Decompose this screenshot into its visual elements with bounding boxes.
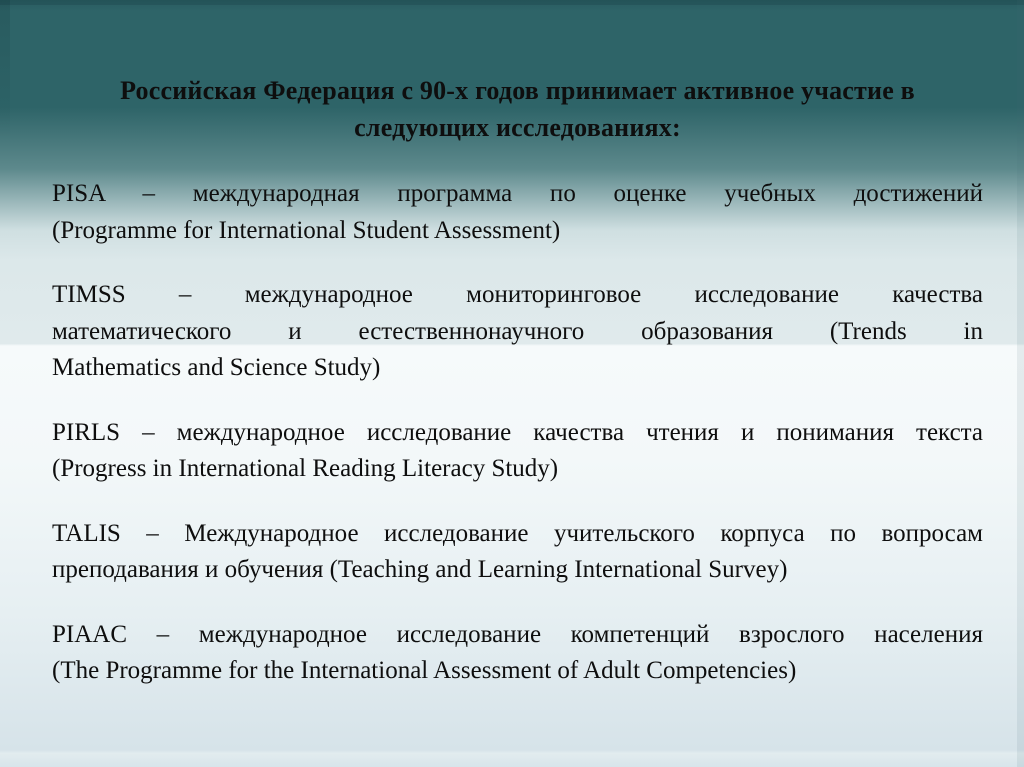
slide-title-line-2: следующих исследованиях: <box>354 113 681 142</box>
paragraph-pirls-line-2: (Progress in International Reading Literacy Study) <box>52 455 559 482</box>
paragraph-timss <box>52 277 983 387</box>
paragraph-timss-line-3: Mathematics and Science Study) <box>52 354 381 381</box>
paragraph-talis-line-2: преподавания и обучения (Teaching and Learning International Survey) <box>52 556 788 583</box>
paragraph-pirls-line-1: PIRLS – международное исследование качества чтения и понимания текста <box>52 418 983 446</box>
paragraph-timss-line-1: TIMSS – международное мониторинговое исследование качества <box>52 281 983 308</box>
paragraph-piaac-line-1: PIAAC – международное исследование компетенций взрослого населения <box>52 620 983 648</box>
slide-title-line-1: Российская Федерация с 90-х годов принимает активное участие в <box>120 76 915 105</box>
paragraph-piaac <box>52 617 983 690</box>
slide-title <box>52 72 983 146</box>
paragraph-timss-line-2: математического и естественнонаучного образования (Trends in <box>52 317 983 345</box>
paragraph-pirls <box>52 415 983 488</box>
paragraph-talis <box>52 516 983 589</box>
paragraph-pisa-line-2: (Programme for International Student Assessment) <box>52 216 561 244</box>
slide-right-edge <box>1017 0 1024 767</box>
paragraph-piaac-line-2: (The Programme for the International Assessment of Adult Competencies) <box>52 657 797 684</box>
slide-content <box>52 0 983 718</box>
paragraph-pisa-line-1: PISA – международная программа по оценке учебных достижений <box>52 180 983 207</box>
paragraph-talis-line-1: TALIS – Международное исследование учительского корпуса по вопросам <box>52 519 983 547</box>
paragraph-pisa <box>52 176 983 249</box>
slide-corner-shading <box>0 0 10 140</box>
